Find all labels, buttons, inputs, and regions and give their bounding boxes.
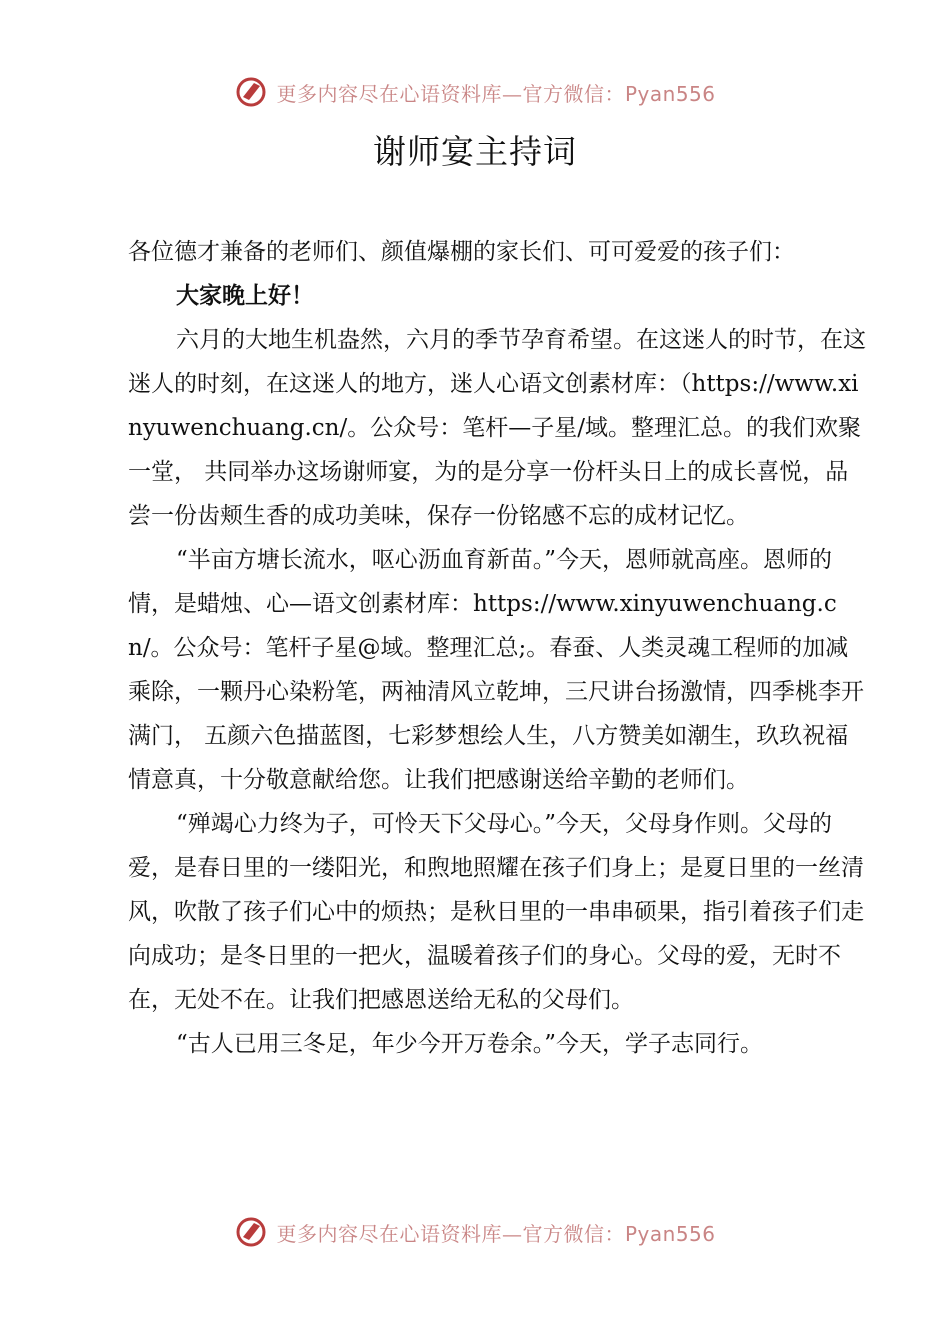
header-wechat-label: 官方微信： bbox=[522, 81, 625, 106]
header-banner bbox=[0, 72, 950, 112]
greeting: 大家晚上好！ bbox=[176, 283, 314, 309]
header-separator: — bbox=[501, 81, 523, 106]
paragraph: “殚竭心力终为子，可怜天下父母心。”今天，父母身作则。父母的爱，是春日里的一缕阳光，和煦地照耀在孩子们身上；是夏日里的一丝清风，吹散了孩子们心中的烦热；是秋日里的一串串硕果，指引着孩子们走向成功；是冬日里的一把火，温暖着孩子们的身心。父母的爱，无时不在，无处不在。让我们把感恩送给无私的父母们。 bbox=[128, 811, 864, 1013]
footer-separator: — bbox=[501, 1221, 523, 1246]
paragraph: 六月的大地生机盎然，六月的季节孕育希望。在这迷人的时节，在这迷人的时刻，在这迷人的地方，迷人心语文创素材库：（https://www.xinyuwenchuang.cn/。公众号：笔杆—子星/域。整理汇总。的我们欢聚一堂， 共同举办这场谢师宴，为的是分享一份杆头日上的成长喜悦，品尝一份齿颊生香的成功美味，保存一份铭感不忘的成材记忆。 bbox=[128, 327, 866, 529]
footer-banner-text bbox=[276, 1218, 715, 1247]
document-body bbox=[128, 230, 868, 1066]
header-banner-text bbox=[276, 78, 715, 107]
paragraph: “半亩方塘长流水，呕心沥血育新苗。”今天，恩师就高座。恩师的情，是蜡烛、心—语文创素材库：https://www.xinyuwenchuang.cn/。公众号：笔杆子星@域。整理汇总;。春蚕、人类灵魂工程师的加减乘除，一颗丹心染粉笔，两袖清风立乾坤，三尺讲台扬激情，四季桃李开满门， 五颜六色描蓝图，七彩梦想绘人生，八方赞美如潮生，玖玖祝福情意真，十分敬意献给您。让我们把感谢送给辛勤的老师们。 bbox=[128, 547, 864, 793]
document-title: 谢师宴主持词 bbox=[373, 132, 577, 171]
footer-brand: 更多内容尽在心语资料库 bbox=[276, 1221, 502, 1246]
header-wechat-id: Pyan556 bbox=[624, 81, 716, 106]
footer-wechat-label: 官方微信： bbox=[522, 1221, 625, 1246]
header-brand: 更多内容尽在心语资料库 bbox=[276, 81, 502, 106]
footer-banner bbox=[0, 1212, 950, 1252]
footer-wechat-id: Pyan556 bbox=[624, 1221, 716, 1246]
logo-icon bbox=[234, 75, 268, 109]
salutation: 各位德才兼备的老师们、颜值爆棚的家长们、可可爱爱的孩子们： bbox=[128, 239, 795, 265]
paragraph: “古人已用三冬足，年少今开万卷余。”今天，学子志同行。 bbox=[176, 1031, 764, 1057]
logo-icon bbox=[234, 1215, 268, 1249]
